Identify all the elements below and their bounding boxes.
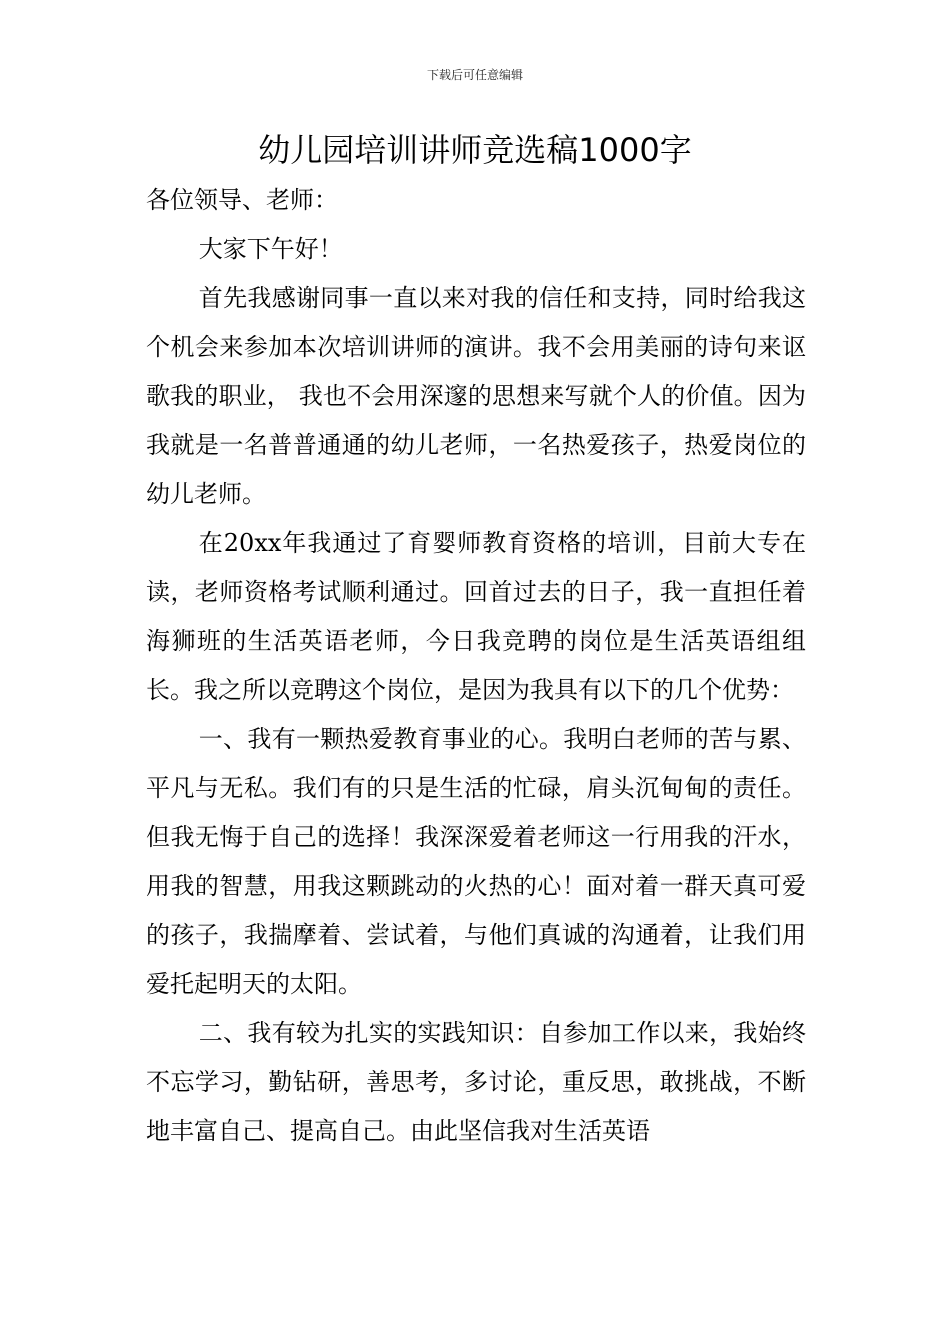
header-note: 下载后可任意编辑 — [426, 68, 523, 82]
paragraph-greeting: 大家下午好！ — [198, 235, 343, 263]
salutation: 各位领导、老师： — [146, 186, 338, 214]
paragraph-advantage-two: 二、我有较为扎实的实践知识：自参加工作以来，我始终不忘学习，勤钻研，善思考，多讨论，重反思，敢挑战，不断地丰富自己、提高自己。由此坚信我对生活英语 — [146, 1019, 806, 1145]
document-body — [146, 176, 806, 1156]
paragraph-background: 在20xx年我通过了育婴师教育资格的培训，目前大专在读，老师资格考试顺利通过。回首过去的日子，我一直担任着海狮班的生活英语老师，今日我竞聘的岗位是生活英语组组长。我之所以竞聘这个岗位，是因为我具有以下的几个优势： — [146, 529, 806, 704]
paragraph-thanks: 首先我感谢同事一直以来对我的信任和支持，同时给我这个机会来参加本次培训讲师的演讲。我不会用美丽的诗句来讴歌我的职业， 我也不会用深邃的思想来写就个人的价值。因为我就是一名普普通通的幼儿老师，一名热爱孩子，热爱岗位的幼儿老师。 — [146, 284, 806, 508]
document-title: 幼儿园培训讲师竞选稿1000字 — [258, 131, 692, 169]
paragraph-advantage-one: 一、我有一颗热爱教育事业的心。我明白老师的苦与累、平凡与无私。我们有的只是生活的忙碌，肩头沉甸甸的责任。但我无悔于自己的选择！我深深爱着老师这一行用我的汗水，用我的智慧，用我这颗跳动的火热的心！面对着一群天真可爱的孩子，我揣摩着、尝试着，与他们真诚的沟通着，让我们用爱托起明天的太阳。 — [146, 725, 806, 998]
